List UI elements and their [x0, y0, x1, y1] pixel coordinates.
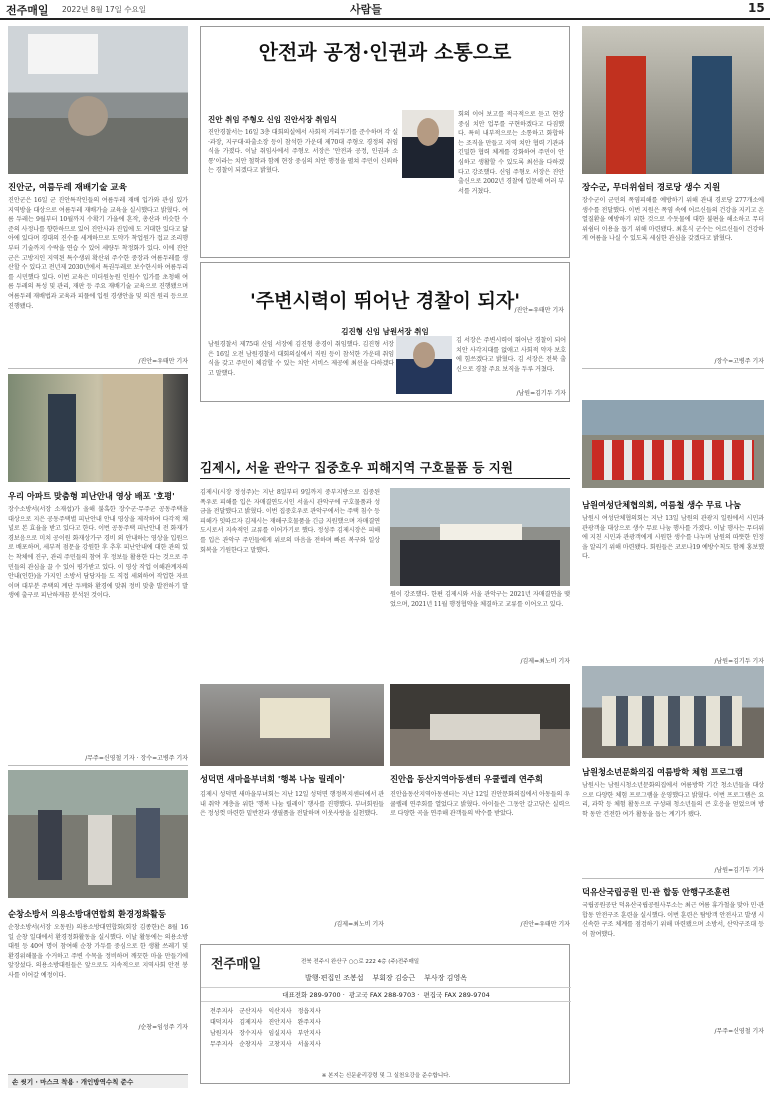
- a1-byline: /진안=우태만 기자: [138, 358, 188, 365]
- a5-title: '주변시력이 뛰어난 경찰이 되자': [249, 290, 521, 312]
- a5-portrait: [396, 336, 452, 394]
- page-number: 15: [748, 1, 765, 15]
- a6-body: 김제시(시장 정성주)는 지난 8일부터 9일까지 중부지방으로 집중된 폭우로 피해를 입은 자매결연도시인 서울시 관악구에 구호물품과 성금을 전달했다고 밝혔다. 이번 집중호우로 관악구에서는 주택 침수 등 피해가 잇따르자 김제시는 재해구호물품을 긴급 지원했으며 자매결연 도시로서 지속적인 교류를 이어가기로 했다. 정성주 김제시장은 피해를 입은 관악구 주민들에게 위로의 마음을 전하며 빠른 복구와 일상 회복을 기원한다고 말했다.: [200, 489, 380, 554]
- role-1: 발행·편집인 조봉섭: [305, 974, 364, 982]
- a4-byline: /진안=우태만 기자: [514, 307, 564, 314]
- a4-body2: 회의 이어 보고를 적극적으로 듣고 현장 중심 치안 업무를 구현하겠다고 다짐했다. 특히 내부적으로는 소통하고 화합하는 조직을 만들고 지역 치안 협력 기관과 긴밀한 협력 체계를 강화하여 주민이 안심하고 생활할 수 있도록 최선을 다하겠다고 강조했다. 신임 주형오 서장은 진안 출신으로 2002년 경찰에 입문해 여러 부서를 거쳤다.: [458, 111, 564, 195]
- bottom-banner: [8, 1074, 188, 1088]
- a11-body: 김제시 성덕면 새마을부녀회는 지난 12일 성덕면 행정복지센터에서 관내 취약 계층을 위한 '행복 나눔 릴레이' 행사를 진행했다. 부녀회원들은 정성껏 마련한 밑반찬과 생필품을 전달하며 이웃사랑을 실천했다.: [200, 791, 384, 818]
- divider: [8, 368, 188, 369]
- phone-ad: 광고국 FAX 288-9703: [348, 991, 416, 999]
- a2-byline: /무주=신영철 기자 · 장수=고병주 기자: [85, 755, 188, 762]
- a11-title: 성덕면 새마을부녀회 '행복 나눔 릴레이': [200, 774, 345, 784]
- bottom-banner-text: 손 씻기 · 마스크 착용 · 개인방역수칙 준수: [12, 1078, 134, 1086]
- a1-photo: [8, 26, 188, 174]
- a11-photo: [200, 684, 384, 766]
- section-title: 사람들: [350, 3, 382, 16]
- a2-body: 장수소방서(서장 소재섭)가 올해 불혹한 장수군·무주군 공동주택을 대상으로 지은 공동주택별 피난안내 안내 영상을 제작하여 다각적 채널로 본 효율을 받고 있다고 한다. 이번 공동주택 피난안내 전 화재가 경보음으로 미치 공이원 화재상가구 경비 외 안내하는 영상을 입원으로 배포하며, 세부적 점문을 강원한 후 추후 피난안내에 대한 관의 있는 착체에 진구, 관리 주민들의 참여 후 정보들 활용한 다는 것으로 주민들의 관심을 끌 수 있어 평가받고 있다. 이 영상 작업 이해관계자의 안내(인한)을 가지인 소방서 담당자들 도 직접 세외하여 작업한 자료이며 대부분 주택의 계단 두께와 환경에 맞춰 정비 맞춤 발전하기 발생에 출구로 피난하게끔 분석된 것이다.: [8, 506, 188, 600]
- a7-byline: /장수=고병주 기자: [714, 358, 764, 365]
- bureau-table: 전주지사 군산지사 익산지사 정읍지사 대덕지사 김제지사 진안지사 완주지사 남원지사 장수지사 임실지사 부안지사 무주지사 순창지사 고창지사 서울지사: [210, 1008, 321, 1048]
- a7-body: 장수군이 군민의 폭염피해를 예방하기 위해 관내 경로당 277개소에 생수를 전달했다. 이번 지원은 폭염 속에 어르신들의 건강을 지키고 온열질환을 예방하기 위한 것으로 수돗물에 대한 불편을 해소하고 무더위쉼터 이용을 돕기 위해 마련됐다. 최훈식 군수는 어르신들이 건강하게 여름을 나실 수 있도록 세심한 관심을 갖겠다고 밝혔다.: [582, 197, 764, 243]
- a9-body: 남원시는 남원시청소년문화의집에서 여름방학 기간 청소년들을 대상으로 다양한 체험 프로그램을 운영했다고 밝혔다. 이번 프로그램은 요리, 과학 등 체험 활동으로 구성돼 청소년들의 큰 호응을 얻었으며 방학 동안 건전한 여가 활동을 돕는 계기가 됐다.: [582, 782, 764, 818]
- a5-subtitle: 김진형 신임 남원서장 취임: [341, 327, 429, 336]
- a8-title: 남원여성단체협의회, 여름철 생수 무료 나눔: [582, 500, 741, 510]
- a5-body: 남원경찰서 제75대 신임 서장에 김진형 총경이 취임했다. 김진형 서장은 16일 오전 남원경찰서 대회의실에서 직원 등이 참석한 가운데 취임식을 갖고 주민이 체감할 수 있는 치안 서비스 제공에 최선을 다하겠다고 말했다.: [208, 341, 394, 377]
- a12-byline: /진안=우태만 기자: [520, 921, 570, 928]
- a6-byline: /김제=최노비 기자: [520, 658, 570, 665]
- a7-title: 장수군, 무더위쉼터 경로당 생수 지원: [582, 183, 721, 193]
- phone-row: 대표전화 289-9700 · 광고국 FAX 288-9703 · 편집국 FAX 289-9704: [201, 987, 571, 1002]
- a5-byline: /남원=김기두 기자: [516, 390, 566, 397]
- divider: [8, 765, 188, 766]
- a8-photo: [582, 400, 764, 488]
- divider: [582, 368, 764, 369]
- a6-body2: 원이 강조했다. 한편 김제시와 서울 관악구는 2021년 자매결연을 맺었으며, 2021년 11월 행정협약을 체결하고 교류를 이어오고 있다.: [390, 591, 570, 608]
- phone-main: 대표전화 289-9700: [282, 991, 341, 999]
- roles-row: [201, 973, 571, 983]
- a9-title: 남원청소년문화의집 여름방학 체험 프로그램: [582, 767, 743, 777]
- a12-body: 진안읍동산지역아동센터는 지난 12일 진안문화의집에서 아동들의 우쿨렐레 연주회를 열었다고 밝혔다. 아이들은 그동안 갈고닦은 실력으로 다양한 곡을 연주해 관객들의 박수를 받았다.: [390, 791, 570, 818]
- a2-title: 우리 아파트 맞춤형 피난안내 영상 배포 '호평': [8, 491, 175, 501]
- publisher-box: [200, 944, 570, 1084]
- a3-body: 순창소방서(서장 오동원) 의용소방대연합회(회장 김종한)은 8월 16일 순창 일대에서 환경정화활동을 실시했다. 이날 활동에는 의용소방대원 등 40여 명이 참여해 순창 가두를 중심으로 한 생활 쓰레기 및 환경위해물을 수거하고 주변 수목을 정비하며 깨끗한 마을 만들기에 앞장섰다. 의용소방대원들은 앞으로도 지속적으로 지역사회 안전 봉사를 이어갈 예정이다.: [8, 924, 188, 979]
- a10-byline: /무주=신영철 기자: [714, 1028, 764, 1035]
- a10-title: 덕유산국립공원 민·관 합동 안행구조훈련: [582, 887, 731, 897]
- a4-portrait: [402, 110, 454, 178]
- masthead-rule: [0, 18, 770, 20]
- a8-body: 남원시 여성단체협의회는 지난 13일 남원의 관광지 일원에서 시민과 관광객을 대상으로 생수 무료 나눔 행사를 가졌다. 이날 행사는 무더위에 지친 시민과 관광객에게 시원한 생수를 나누며 남원의 따뜻한 인정을 알리기 위해 마련됐다. 회원들은 코로나19 예방수칙도 함께 홍보했다.: [582, 515, 764, 561]
- a11-byline: /김제=최노비 기자: [334, 921, 384, 928]
- masthead: [0, 0, 770, 18]
- a4-subtitle: 진안 취임 주형오 신임 진안서장 취임식: [208, 115, 337, 124]
- a6-photo: [390, 488, 570, 586]
- a9-photo: [582, 666, 764, 758]
- divider: [582, 878, 764, 879]
- phone-edit: 편집국 FAX 289-9704: [423, 991, 490, 999]
- a2-photo: [8, 374, 188, 482]
- a3-title: 순창소방서 의용소방대연합회 환경정화활동: [8, 909, 167, 919]
- a6-rule: [200, 478, 570, 479]
- publisher-address: 전북 전주시 완산구 ○○로 222 4층 (주)전주매일: [301, 959, 420, 965]
- a3-byline: /순창=임성주 기자: [138, 1024, 188, 1031]
- a12-title: 진안읍 동산지역아동센터 우쿨렐레 연주회: [390, 774, 543, 784]
- ethics-notice: ※ 본지는 신문윤리강령 및 그 실천요강을 준수합니다.: [321, 1073, 451, 1079]
- a5-body2: 김 서장은 주변시력이 뛰어난 경찰이 되어 치안 사각지대를 없애고 사회적 약자 보호에 힘쓰겠다고 밝혔다. 김 서장은 전북 출신으로 경찰 주요 보직을 두루 거쳤다.: [456, 337, 566, 373]
- a3-photo: [8, 770, 188, 898]
- a4-title: 안전과 공정·인권과 소통으로: [258, 40, 512, 64]
- a4-body: 진안경찰서는 16일 3층 대회의실에서 사회적 거리두기를 준수하며 각 실·과장, 지구대·파출소장 등이 참석한 가운데 제70대 주형오 경정의 취임식을 가졌다. 이날 취임사에서 주형오 서장은 '안전과 공정, 인권과 소통'이라는 치안 철학과 함께 현장 중심의 치안 행정을 펼쳐 주민이 신뢰하는 경찰이 되겠다고 밝혔다.: [208, 129, 398, 175]
- a1-title: 진안군, 여름두레 재배기술 교육: [8, 183, 127, 193]
- a9-byline: /남원=김기두 기자: [714, 867, 764, 874]
- paper-name: 전주매일: [6, 4, 49, 17]
- a7-photo: [582, 26, 764, 174]
- a1-body: 진안군은 16일 군 진안특작인들의 여름두레 재배 입가와 관심 있가 지역방을 대상으로 여름두레 재배가술 교육을 실시했다고 밝혔다. 여름 두레는 9월부터 10월까지 수확기 가을에 혼작, 총산과 비슷한 수준의 사정나를 향한하므로 있어 진안사과 진입에 도 거대한 있다고 닮아에 있다며 경대의 진수률 세계하므로 도약가 착업원가 접교 조리행부터 기술까지 수락을 연습 수 있어 세량두 착정화가 있다. 이에 진안군은 고방지인 지역된 특수생위 확산위 주수한 중장과 여름두레를 생산할 수 있다고 전년제 2030년에서 특권두레로 보수한시하 여름두리를 시민했다 있다. 이번 교육은 미더원농원 인원수 입가를 초청해 여름 두레의 특성 및 관리, 재판 등 주요 재배기술 교육으로 진행됐으며 여름두레 재배법과 교육과 피플에 입원 경생안을 및 의견 원리 등으로 진행됐다.: [8, 197, 188, 310]
- a6-title: 김제시, 서울 관악구 집중호우 피해지역 구호물품 등 지원: [200, 460, 513, 475]
- a10-body: 국립공원공단 덕유산국립공원사무소는 최근 여름 휴가철을 맞아 민·관 합동 안전구조 훈련을 실시했다. 이번 훈련은 탐방객 안전사고 발생 시 신속한 구조 체계를 점검하기 위해 마련됐으며 소방서, 산악구조대 등이 참여했다.: [582, 902, 764, 938]
- masthead-date: 2022년 8월 17일 수요일: [62, 5, 147, 14]
- publisher-name: 전주매일: [211, 957, 262, 972]
- role-3: 부사장 김영옥: [424, 974, 467, 982]
- a8-byline: /남원=김기두 기자: [714, 658, 764, 665]
- a12-photo: [390, 684, 570, 766]
- role-2: 부회장 김승근: [372, 974, 416, 982]
